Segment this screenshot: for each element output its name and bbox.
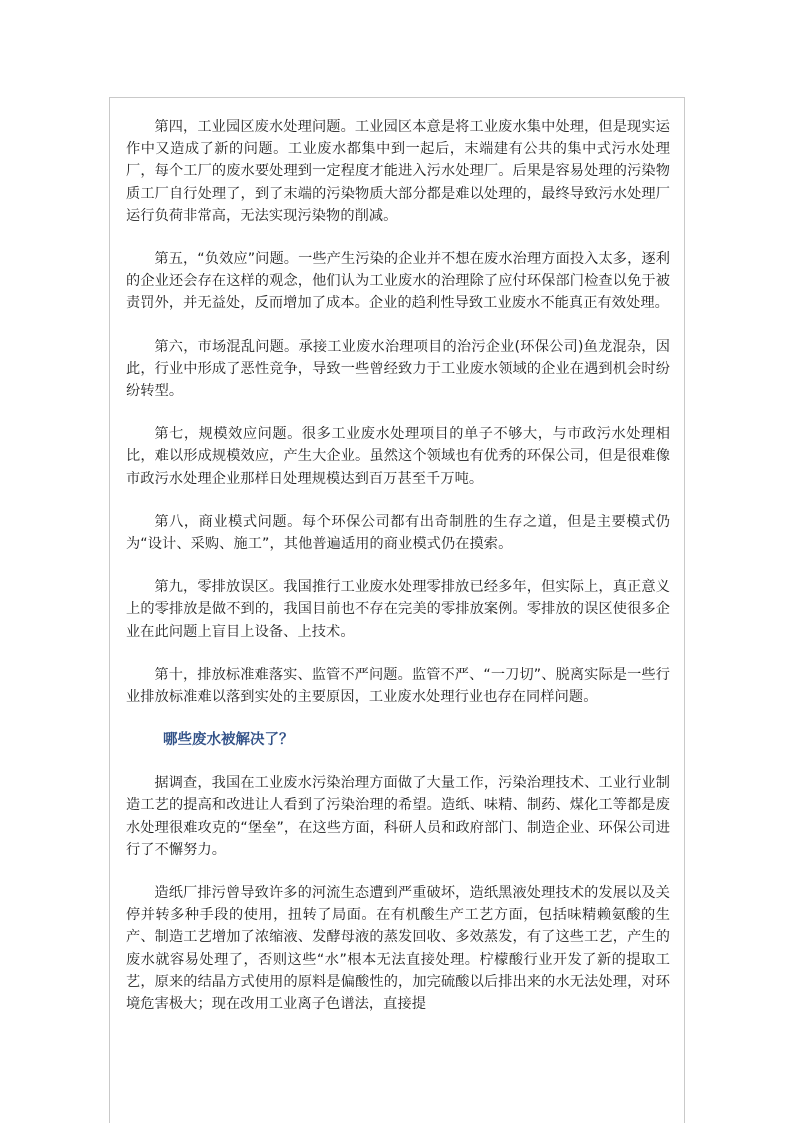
paragraph-tenth-issue: 第十，排放标准难落实、监管不严问题。监管不严、“一刀切”、脱离实际是一些行业排放标准难以落到实处的主要原因，工业废水处理行业也存在同样问题。	[126, 666, 670, 706]
paragraph-fifth-issue: 第五，“负效应”问题。一些产生污染的企业并不想在废水治理方面投入太多，逐利的企业还会存在这样的观念，他们认为工业废水的治理除了应付环保部门检查以免于被责罚外，并无益处，反而增加了成本。企业的趋利性导致工业废水不能真正有效处理。	[126, 251, 670, 312]
paragraph-survey: 据调查，我国在工业废水污染治理方面做了大量工作，污染治理技术、工业行业制造工艺的提高和改进让人看到了污染治理的希望。造纸、味精、制药、煤化工等都是废水处理很难攻克的“堡垒”，在这些方面，科研人员和政府部门、制造企业、环保公司进行了不懈努力。	[126, 775, 670, 858]
paragraph-fourth-issue: 第四，工业园区废水处理问题。工业园区本意是将工业废水集中处理，但是现实运作中又造成了新的问题。工业废水都集中到一起后，末端建有公共的集中式污水处理厂，每个工厂的废水要处理到一定程度才能进入污水处理厂。后果是容易处理的污染物质工厂自行处理了，到了末端的污染物质大部分都是难以处理的，最终导致污水处理厂运行负荷非常高，无法实现污染物的削减。	[126, 119, 670, 224]
paragraph-ninth-issue: 第九，零排放误区。我国推行工业废水处理零排放已经多年，但实际上，真正意义上的零排放是做不到的，我国目前也不存在完美的零排放案例。零排放的误区使很多企业在此问题上盲目上设备、上技术。	[126, 579, 670, 640]
paragraph-eighth-issue: 第八，商业模式问题。每个环保公司都有出奇制胜的生存之道，但是主要模式仍为“设计、采购、施工”，其他普遍适用的商业模式仍在摸索。	[126, 513, 670, 553]
paragraph-sixth-issue: 第六，市场混乱问题。承接工业废水治理项目的治污企业(环保公司)鱼龙混杂，因此，行业中形成了恶性竞争，导致一些曾经致力于工业废水领域的企业在遇到机会时纷纷转型。	[126, 338, 670, 400]
section-heading: 哪些废水被解决了？	[163, 732, 294, 749]
paragraph-papermaking: 造纸厂排污曾导致许多的河流生态遭到严重破坏，造纸黑液处理技术的发展以及关停并转多种手段的使用，扭转了局面。在有机酸生产工艺方面，包括味精赖氨酸的生产、制造工艺增加了浓缩液、发酵母液的蒸发回收、多效蒸发，有了这些工艺，产生的废水就容易处理了，否则这些“水”根本无法直接处理。柠檬酸行业开发了新的提取工艺，原来的结晶方式使用的原料是偏酸性的，加完硫酸以后排出来的水无法处理，对环境危害极大；现在改用工业离子色谱法，直接提	[126, 885, 670, 1013]
article-body	[126, 116, 670, 1036]
paragraph-seventh-issue: 第七，规模效应问题。很多工业废水处理项目的单子不够大，与市政污水处理相比，难以形成规模效应，产生大企业。虽然这个领域也有优秀的环保公司，但是很难像市政污水处理企业那样日处理规模达到百万甚至千万吨。	[126, 426, 670, 487]
document-frame	[109, 97, 685, 1123]
